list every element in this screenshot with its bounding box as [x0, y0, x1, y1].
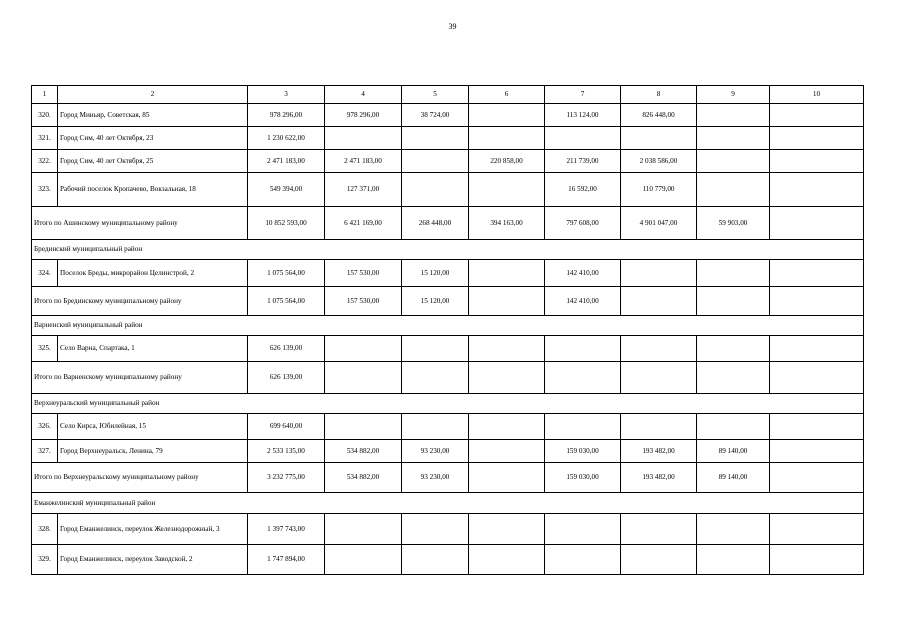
amount-cell: 6 421 169,00 — [325, 207, 402, 240]
section-label: Варненский муниципальный район — [32, 316, 864, 336]
column-header: 2 — [58, 86, 248, 104]
total-label: Итого по Варненскому муниципальному району — [32, 362, 248, 394]
amount-cell — [469, 463, 545, 493]
amount-cell — [402, 150, 469, 173]
table-row — [32, 104, 864, 127]
amount-cell — [770, 150, 864, 173]
amount-cell — [621, 514, 697, 545]
amount-cell — [770, 514, 864, 545]
amount-cell: 89 140,00 — [697, 463, 770, 493]
amount-cell: 157 530,00 — [325, 287, 402, 316]
amount-cell: 2 471 183,00 — [325, 150, 402, 173]
address-cell: Рабочий поселок Кропачево, Вокзальная, 18 — [58, 173, 248, 207]
table-row — [32, 440, 864, 463]
amount-cell — [469, 104, 545, 127]
amount-cell — [770, 440, 864, 463]
amount-cell: 142 410,00 — [545, 260, 621, 287]
amount-cell: 1 397 743,00 — [248, 514, 325, 545]
row-number: 327. — [32, 440, 58, 463]
amount-cell — [469, 127, 545, 150]
amount-cell: 2 038 586,00 — [621, 150, 697, 173]
amount-cell: 157 530,00 — [325, 260, 402, 287]
amount-cell: 797 608,00 — [545, 207, 621, 240]
amount-cell — [469, 514, 545, 545]
page-number: 39 — [448, 22, 457, 31]
amount-cell — [697, 414, 770, 440]
amount-cell: 127 371,00 — [325, 173, 402, 207]
amount-cell — [770, 260, 864, 287]
amount-cell — [770, 207, 864, 240]
table-row — [32, 514, 864, 545]
amount-cell — [325, 545, 402, 575]
amount-cell — [770, 545, 864, 575]
amount-cell — [469, 287, 545, 316]
row-number: 322. — [32, 150, 58, 173]
total-label: Итого по Верхнеуральскому муниципальному району — [32, 463, 248, 493]
column-header: 8 — [621, 86, 697, 104]
amount-cell: 826 448,00 — [621, 104, 697, 127]
table-row — [32, 150, 864, 173]
amount-cell — [770, 414, 864, 440]
amount-cell — [697, 260, 770, 287]
amount-cell: 193 482,00 — [621, 440, 697, 463]
table-row — [32, 336, 864, 362]
amount-cell — [402, 414, 469, 440]
amount-cell — [469, 173, 545, 207]
amount-cell: 534 882,00 — [325, 440, 402, 463]
amount-cell: 534 882,00 — [325, 463, 402, 493]
amount-cell — [402, 545, 469, 575]
amount-cell: 89 140,00 — [697, 440, 770, 463]
table-row — [32, 545, 864, 575]
address-cell: Город Верхнеуральск, Ленина, 79 — [58, 440, 248, 463]
amount-cell: 93 230,00 — [402, 463, 469, 493]
address-cell: Город Еманжелинск, переулок Железнодорожный, 3 — [58, 514, 248, 545]
amount-cell: 1 747 894,00 — [248, 545, 325, 575]
amount-cell — [545, 414, 621, 440]
column-header: 9 — [697, 86, 770, 104]
row-number: 324. — [32, 260, 58, 287]
row-number: 326. — [32, 414, 58, 440]
amount-cell — [770, 362, 864, 394]
address-cell: Город Миньяр, Советская, 85 — [58, 104, 248, 127]
amount-cell — [697, 336, 770, 362]
section-label: Верхнеуральский муниципальный район — [32, 394, 864, 414]
amount-cell — [621, 545, 697, 575]
amount-cell: 394 163,00 — [469, 207, 545, 240]
table-row — [32, 173, 864, 207]
column-header: 5 — [402, 86, 469, 104]
amount-cell — [770, 104, 864, 127]
section-row — [32, 394, 864, 414]
amount-cell — [621, 362, 697, 394]
amount-cell — [697, 545, 770, 575]
amount-cell: 142 410,00 — [545, 287, 621, 316]
amount-cell: 1 230 622,00 — [248, 127, 325, 150]
amount-cell: 220 858,00 — [469, 150, 545, 173]
address-cell: Город Сим, 40 лет Октября, 23 — [58, 127, 248, 150]
amount-cell — [697, 287, 770, 316]
amount-cell — [402, 127, 469, 150]
amount-cell — [545, 362, 621, 394]
column-header: 4 — [325, 86, 402, 104]
amount-cell — [697, 362, 770, 394]
amount-cell: 38 724,00 — [402, 104, 469, 127]
address-cell: Село Варна, Спартака, 1 — [58, 336, 248, 362]
amount-cell: 626 139,00 — [248, 336, 325, 362]
amount-cell — [402, 362, 469, 394]
amount-cell — [402, 336, 469, 362]
amount-cell — [697, 150, 770, 173]
amount-cell: 978 296,00 — [325, 104, 402, 127]
amount-cell — [402, 514, 469, 545]
amount-cell — [469, 414, 545, 440]
amount-cell — [697, 104, 770, 127]
amount-cell: 4 901 047,00 — [621, 207, 697, 240]
amount-cell: 113 124,00 — [545, 104, 621, 127]
address-cell: Поселок Бреды, микрорайон Целинстрой, 2 — [58, 260, 248, 287]
section-row — [32, 316, 864, 336]
amount-cell — [402, 173, 469, 207]
amount-cell — [770, 287, 864, 316]
address-cell: Город Еманжелинск, переулок Заводской, 2 — [58, 545, 248, 575]
amount-cell — [325, 414, 402, 440]
amount-cell: 15 120,00 — [402, 287, 469, 316]
amount-cell: 699 640,00 — [248, 414, 325, 440]
column-header: 10 — [770, 86, 864, 104]
row-number: 323. — [32, 173, 58, 207]
amount-cell — [469, 260, 545, 287]
amount-cell — [469, 440, 545, 463]
amount-cell: 211 739,00 — [545, 150, 621, 173]
row-number: 320. — [32, 104, 58, 127]
column-header-row — [32, 86, 864, 104]
amount-cell: 1 075 564,00 — [248, 287, 325, 316]
amount-cell: 15 120,00 — [402, 260, 469, 287]
amount-cell — [621, 260, 697, 287]
amount-cell: 3 232 775,00 — [248, 463, 325, 493]
amount-cell: 16 592,00 — [545, 173, 621, 207]
total-row — [32, 362, 864, 394]
table-row — [32, 414, 864, 440]
table-body — [32, 86, 864, 575]
amount-cell: 2 471 183,00 — [248, 150, 325, 173]
amount-cell: 268 448,00 — [402, 207, 469, 240]
amount-cell — [545, 336, 621, 362]
amount-cell — [545, 127, 621, 150]
amount-cell — [770, 173, 864, 207]
amount-cell — [325, 127, 402, 150]
column-header: 3 — [248, 86, 325, 104]
section-row — [32, 493, 864, 514]
row-number: 321. — [32, 127, 58, 150]
total-label: Итого по Ашинскому муниципальному району — [32, 207, 248, 240]
amount-cell — [697, 173, 770, 207]
section-row — [32, 240, 864, 260]
amount-cell: 193 482,00 — [621, 463, 697, 493]
amount-cell — [545, 514, 621, 545]
table-row — [32, 260, 864, 287]
amount-cell — [545, 545, 621, 575]
amount-cell — [469, 336, 545, 362]
amount-cell: 978 296,00 — [248, 104, 325, 127]
amount-cell — [621, 287, 697, 316]
amount-cell: 549 394,00 — [248, 173, 325, 207]
total-row — [32, 463, 864, 493]
amount-cell — [325, 362, 402, 394]
address-cell: Село Кирса, Юбилейная, 15 — [58, 414, 248, 440]
amount-cell: 159 030,00 — [545, 440, 621, 463]
amount-cell — [469, 362, 545, 394]
amount-cell — [621, 336, 697, 362]
address-cell: Город Сим, 40 лет Октября, 25 — [58, 150, 248, 173]
amount-cell: 10 852 593,00 — [248, 207, 325, 240]
amount-cell: 159 030,00 — [545, 463, 621, 493]
column-header: 7 — [545, 86, 621, 104]
amount-cell — [770, 336, 864, 362]
table-row — [32, 127, 864, 150]
amount-cell — [325, 514, 402, 545]
row-number: 329. — [32, 545, 58, 575]
amount-cell — [697, 127, 770, 150]
amount-cell — [697, 514, 770, 545]
amount-cell — [469, 545, 545, 575]
amount-cell: 110 779,00 — [621, 173, 697, 207]
row-number: 325. — [32, 336, 58, 362]
amount-cell: 93 230,00 — [402, 440, 469, 463]
column-header: 1 — [32, 86, 58, 104]
amount-cell — [770, 463, 864, 493]
total-label: Итого по Брединскому муниципальному району — [32, 287, 248, 316]
amount-cell — [621, 127, 697, 150]
amount-cell: 59 903,00 — [697, 207, 770, 240]
section-label: Еманжелинский муниципальный район — [32, 493, 864, 514]
column-header: 6 — [469, 86, 545, 104]
amount-cell — [621, 414, 697, 440]
row-number: 328. — [32, 514, 58, 545]
section-label: Брединский муниципальный район — [32, 240, 864, 260]
amount-cell — [770, 127, 864, 150]
amount-cell: 626 139,00 — [248, 362, 325, 394]
amount-cell: 2 533 135,00 — [248, 440, 325, 463]
amount-cell: 1 075 564,00 — [248, 260, 325, 287]
total-row — [32, 287, 864, 316]
budget-table — [31, 85, 864, 575]
total-row — [32, 207, 864, 240]
amount-cell — [325, 336, 402, 362]
